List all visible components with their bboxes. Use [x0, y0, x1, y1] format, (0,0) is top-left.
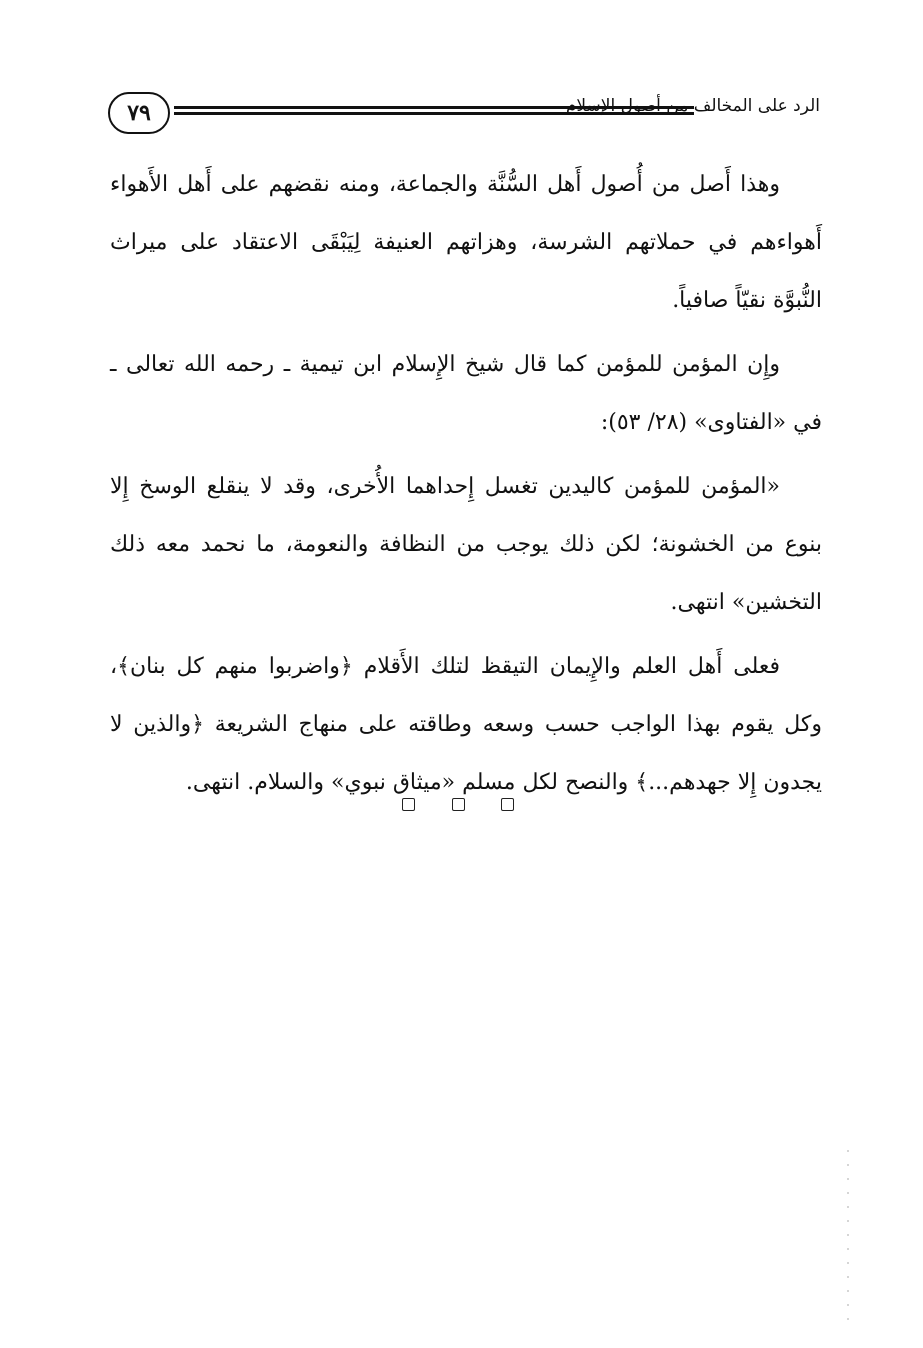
- ornament-square-icon: [452, 798, 465, 811]
- paragraph: «المؤمن للمؤمن كاليدين تغسل إِحداهما الأُخرى، وقد لا ينقلع الوسخ إِلا بنوع من الخشونة؛ لكن ذلك يوجب من النظافة والنعومة، ما نحمد معه ذلك التخشين» انتهى.: [110, 474, 822, 615]
- paragraph: فعلى أَهل العلم والإِيمان التيقظ لتلك الأَقلام ﴿واضربوا منهم كل بنان﴾، وكل يقوم بهذا الواجب حسب وسعه وطاقته على منهاج الشريعة ﴿والذين لا يجدون إِلا جهدهم...﴾ والنصح لكل مسلم «ميثاق نبوي» والسلام. انتهى.: [110, 654, 822, 795]
- running-title: الرد على المخالف من أصول الإسلام: [565, 96, 820, 116]
- page-body: [110, 156, 822, 818]
- section-end-ornament: [402, 798, 514, 811]
- paragraph: وإِن المؤمن للمؤمن كما قال شيخ الإِسلام ابن تيمية ـ رحمه الله تعالى ـ في «الفتاوى» (٢٨/ ٥٣):: [110, 352, 822, 435]
- paragraph: وهذا أَصل من أُصول أَهل السُّنَّة والجماعة، ومنه نقضهم على أَهل الأَهواء أَهواءهم في حملاتهم الشرسة، وهزاتهم العنيفة لِيَبْقَى الاعتقاد على ميراث النُّبوَّة نقيّاً صافياً.: [110, 172, 822, 313]
- ornament-square-icon: [402, 798, 415, 811]
- page-header: [108, 92, 820, 142]
- scan-artifact: [847, 1150, 849, 1330]
- page-number: ٧٩: [108, 92, 170, 134]
- ornament-square-icon: [501, 798, 514, 811]
